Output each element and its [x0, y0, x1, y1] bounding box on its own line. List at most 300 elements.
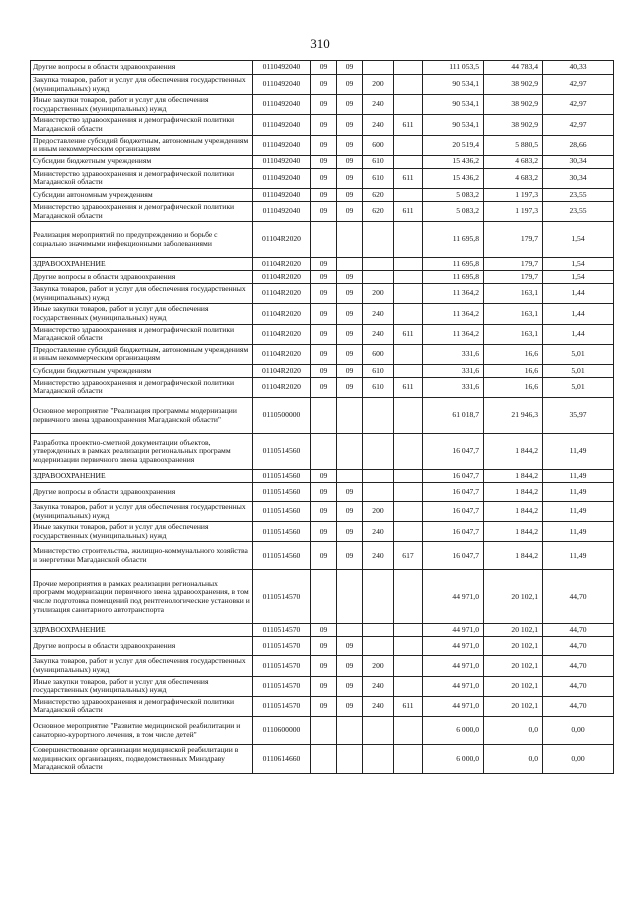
row-pr-cell: 09	[337, 188, 363, 201]
row-vr-cell: 200	[363, 656, 394, 676]
row-pct-cell: 44,70	[543, 656, 614, 676]
row-plan-cell: 90 534,1	[423, 115, 484, 135]
row-vr-cell: 240	[363, 696, 394, 716]
row-plan-cell: 44 971,0	[423, 676, 484, 696]
row-plan-cell: 61 018,7	[423, 398, 484, 434]
row-grbs-cell	[394, 676, 423, 696]
row-plan-cell: 11 695,8	[423, 258, 484, 271]
row-name-cell: Закупка товаров, работ и услуг для обеспечения государственных (муниципальных) нужд	[31, 502, 253, 522]
row-name-cell: Субсидии бюджетным учреждениям	[31, 155, 253, 168]
row-pct-cell: 30,34	[543, 155, 614, 168]
row-grbs-cell	[394, 398, 423, 434]
row-fact-cell: 16,6	[484, 377, 543, 397]
row-pct-cell: 11,49	[543, 483, 614, 502]
row-plan-cell: 15 436,2	[423, 155, 484, 168]
row-pr-cell: 09	[337, 676, 363, 696]
row-vr-cell	[363, 637, 394, 656]
row-csr-cell: 01104R2020	[253, 344, 311, 364]
row-fact-cell: 20 102,1	[484, 656, 543, 676]
row-pr-cell: 09	[337, 61, 363, 75]
row-grbs-cell: 611	[394, 696, 423, 716]
row-plan-cell: 15 436,2	[423, 168, 484, 188]
row-vr-cell	[363, 483, 394, 502]
row-rz-cell: 09	[311, 502, 337, 522]
row-rz-cell	[311, 570, 337, 624]
row-plan-cell: 44 971,0	[423, 570, 484, 624]
row-name-cell: Министерство здравоохранения и демографической политики Магаданской области	[31, 696, 253, 716]
row-vr-cell: 240	[363, 324, 394, 344]
row-name-cell: Закупка товаров, работ и услуг для обеспечения государственных (муниципальных) нужд	[31, 656, 253, 676]
row-fact-cell: 4 683,2	[484, 155, 543, 168]
row-name-cell: Министерство здравоохранения и демографической политики Магаданской области	[31, 324, 253, 344]
row-csr-cell: 0110492040	[253, 135, 311, 155]
row-pr-cell: 09	[337, 344, 363, 364]
row-csr-cell: 01104R2020	[253, 271, 311, 284]
row-csr-cell: 0110514560	[253, 483, 311, 502]
row-plan-cell: 11 695,8	[423, 222, 484, 258]
row-rz-cell: 09	[311, 201, 337, 221]
row-fact-cell: 20 102,1	[484, 676, 543, 696]
row-grbs-cell	[394, 222, 423, 258]
row-fact-cell: 1 197,3	[484, 188, 543, 201]
table-row	[31, 745, 614, 774]
row-rz-cell: 09	[311, 258, 337, 271]
row-plan-cell: 16 047,7	[423, 502, 484, 522]
row-vr-cell	[363, 398, 394, 434]
row-rz-cell: 09	[311, 542, 337, 570]
row-plan-cell: 11 364,2	[423, 304, 484, 324]
row-grbs-cell	[394, 284, 423, 304]
row-rz-cell: 09	[311, 696, 337, 716]
row-rz-cell: 09	[311, 304, 337, 324]
row-fact-cell: 1 844,2	[484, 502, 543, 522]
row-grbs-cell	[394, 258, 423, 271]
row-fact-cell: 20 102,1	[484, 637, 543, 656]
row-pct-cell: 5,01	[543, 377, 614, 397]
row-csr-cell: 0110514560	[253, 542, 311, 570]
row-csr-cell: 0110492040	[253, 201, 311, 221]
row-vr-cell	[363, 222, 394, 258]
row-pr-cell: 09	[337, 502, 363, 522]
row-pr-cell	[337, 398, 363, 434]
table-row	[31, 483, 614, 502]
row-plan-cell: 11 695,8	[423, 271, 484, 284]
row-name-cell: Министерство здравоохранения и демографической политики Магаданской области	[31, 377, 253, 397]
row-fact-cell: 163,1	[484, 324, 543, 344]
row-name-cell: Реализация мероприятий по предупреждению и борьбе с социально значимыми инфекционными заболеваниями	[31, 222, 253, 258]
table-row	[31, 696, 614, 716]
row-fact-cell: 20 102,1	[484, 696, 543, 716]
row-fact-cell: 38 902,9	[484, 95, 543, 115]
row-vr-cell	[363, 570, 394, 624]
row-vr-cell	[363, 434, 394, 470]
row-pct-cell: 44,70	[543, 637, 614, 656]
row-rz-cell: 09	[311, 624, 337, 637]
row-vr-cell: 610	[363, 168, 394, 188]
row-csr-cell: 01104R2020	[253, 258, 311, 271]
page-number: 310	[310, 36, 330, 51]
row-name-cell: Субсидии бюджетным учреждениям	[31, 364, 253, 377]
table-row	[31, 470, 614, 483]
row-grbs-cell: 611	[394, 201, 423, 221]
row-grbs-cell	[394, 271, 423, 284]
row-csr-cell: 0110500000	[253, 398, 311, 434]
row-fact-cell: 16,6	[484, 344, 543, 364]
row-plan-cell: 16 047,7	[423, 522, 484, 542]
row-grbs-cell	[394, 637, 423, 656]
row-grbs-cell: 617	[394, 542, 423, 570]
table-row	[31, 502, 614, 522]
row-vr-cell: 240	[363, 676, 394, 696]
row-rz-cell: 09	[311, 271, 337, 284]
row-pr-cell: 09	[337, 201, 363, 221]
row-vr-cell: 240	[363, 95, 394, 115]
row-csr-cell: 0110492040	[253, 168, 311, 188]
row-rz-cell: 09	[311, 522, 337, 542]
row-pct-cell: 1,44	[543, 304, 614, 324]
row-grbs-cell: 611	[394, 115, 423, 135]
row-csr-cell: 0110614660	[253, 745, 311, 774]
row-pct-cell: 0,00	[543, 717, 614, 745]
table-row	[31, 364, 614, 377]
row-grbs-cell	[394, 344, 423, 364]
row-csr-cell: 01104R2020	[253, 304, 311, 324]
row-rz-cell: 09	[311, 483, 337, 502]
row-pr-cell: 09	[337, 284, 363, 304]
row-vr-cell: 200	[363, 75, 394, 95]
row-pct-cell: 44,70	[543, 676, 614, 696]
row-rz-cell	[311, 398, 337, 434]
row-pct-cell: 5,01	[543, 344, 614, 364]
row-pct-cell: 1,44	[543, 284, 614, 304]
row-name-cell: Другие вопросы в области здравоохранения	[31, 271, 253, 284]
row-pct-cell: 0,00	[543, 745, 614, 774]
row-csr-cell: 01104R2020	[253, 377, 311, 397]
row-fact-cell: 0,0	[484, 717, 543, 745]
row-rz-cell: 09	[311, 75, 337, 95]
row-pct-cell: 11,49	[543, 522, 614, 542]
row-grbs-cell	[394, 95, 423, 115]
row-plan-cell: 16 047,7	[423, 483, 484, 502]
row-csr-cell: 0110492040	[253, 75, 311, 95]
row-csr-cell: 0110492040	[253, 95, 311, 115]
row-grbs-cell	[394, 483, 423, 502]
table-row	[31, 304, 614, 324]
row-grbs-cell	[394, 717, 423, 745]
row-pr-cell: 09	[337, 155, 363, 168]
row-plan-cell: 6 000,0	[423, 745, 484, 774]
row-pr-cell: 09	[337, 271, 363, 284]
row-plan-cell: 5 083,2	[423, 201, 484, 221]
row-name-cell: ЗДРАВООХРАНЕНИЕ	[31, 258, 253, 271]
row-vr-cell: 620	[363, 188, 394, 201]
row-plan-cell: 90 534,1	[423, 75, 484, 95]
row-pr-cell: 09	[337, 542, 363, 570]
row-rz-cell	[311, 745, 337, 774]
row-pr-cell: 09	[337, 522, 363, 542]
row-pct-cell: 42,97	[543, 75, 614, 95]
row-vr-cell: 610	[363, 377, 394, 397]
row-pr-cell	[337, 258, 363, 271]
row-grbs-cell	[394, 155, 423, 168]
row-fact-cell: 1 844,2	[484, 470, 543, 483]
table-row	[31, 717, 614, 745]
row-pct-cell: 11,49	[543, 470, 614, 483]
row-fact-cell: 38 902,9	[484, 115, 543, 135]
row-rz-cell: 09	[311, 470, 337, 483]
row-plan-cell: 90 534,1	[423, 95, 484, 115]
row-name-cell: Иные закупки товаров, работ и услуг для обеспечения государственных (муниципальных) нужд	[31, 522, 253, 542]
table-row	[31, 135, 614, 155]
row-fact-cell: 0,0	[484, 745, 543, 774]
row-grbs-cell	[394, 570, 423, 624]
table-row	[31, 637, 614, 656]
row-rz-cell: 09	[311, 168, 337, 188]
table-row	[31, 75, 614, 95]
row-fact-cell: 179,7	[484, 222, 543, 258]
row-fact-cell: 163,1	[484, 284, 543, 304]
row-plan-cell: 44 971,0	[423, 656, 484, 676]
row-name-cell: Другие вопросы в области здравоохранения	[31, 483, 253, 502]
row-fact-cell: 21 946,3	[484, 398, 543, 434]
row-csr-cell: 01104R2020	[253, 324, 311, 344]
row-plan-cell: 16 047,7	[423, 542, 484, 570]
row-name-cell: Закупка товаров, работ и услуг для обеспечения государственных (муниципальных) нужд	[31, 75, 253, 95]
row-plan-cell: 6 000,0	[423, 717, 484, 745]
row-name-cell: ЗДРАВООХРАНЕНИЕ	[31, 624, 253, 637]
row-name-cell: Министерство строительства, жилищно-коммунального хозяйства и энергетики Магаданской области	[31, 542, 253, 570]
row-fact-cell: 5 880,5	[484, 135, 543, 155]
row-name-cell: Министерство здравоохранения и демографической политики Магаданской области	[31, 115, 253, 135]
row-csr-cell: 0110514560	[253, 502, 311, 522]
row-grbs-cell: 611	[394, 168, 423, 188]
table-row	[31, 188, 614, 201]
row-rz-cell: 09	[311, 676, 337, 696]
row-name-cell: Закупка товаров, работ и услуг для обеспечения государственных (муниципальных) нужд	[31, 284, 253, 304]
row-rz-cell: 09	[311, 284, 337, 304]
row-name-cell: Предоставление субсидий бюджетным, автономным учреждениям и иным некоммерческим организациям	[31, 344, 253, 364]
table-row	[31, 201, 614, 221]
row-rz-cell: 09	[311, 95, 337, 115]
row-pr-cell: 09	[337, 75, 363, 95]
row-rz-cell: 09	[311, 135, 337, 155]
row-pct-cell: 1,54	[543, 271, 614, 284]
row-csr-cell: 0110514570	[253, 624, 311, 637]
row-vr-cell	[363, 624, 394, 637]
table-row	[31, 570, 614, 624]
row-name-cell: Министерство здравоохранения и демографической политики Магаданской области	[31, 168, 253, 188]
row-name-cell: Иные закупки товаров, работ и услуг для обеспечения государственных (муниципальных) нужд	[31, 676, 253, 696]
row-fact-cell: 20 102,1	[484, 570, 543, 624]
row-pr-cell	[337, 717, 363, 745]
row-pct-cell: 11,49	[543, 434, 614, 470]
row-grbs-cell	[394, 434, 423, 470]
row-grbs-cell	[394, 75, 423, 95]
row-plan-cell: 44 971,0	[423, 624, 484, 637]
table-row	[31, 168, 614, 188]
row-grbs-cell	[394, 522, 423, 542]
row-grbs-cell	[394, 188, 423, 201]
row-vr-cell	[363, 470, 394, 483]
row-grbs-cell	[394, 470, 423, 483]
budget-table	[30, 60, 614, 774]
row-fact-cell: 179,7	[484, 271, 543, 284]
table-row	[31, 656, 614, 676]
row-grbs-cell	[394, 135, 423, 155]
row-pct-cell: 42,97	[543, 95, 614, 115]
row-rz-cell	[311, 222, 337, 258]
row-name-cell: Основное мероприятие "Реализация программы модернизации первичного звена здравоохранения Магаданской области"	[31, 398, 253, 434]
row-pr-cell: 09	[337, 324, 363, 344]
row-csr-cell: 0110514560	[253, 470, 311, 483]
row-name-cell: Иные закупки товаров, работ и услуг для обеспечения государственных (муниципальных) нужд	[31, 95, 253, 115]
row-pr-cell: 09	[337, 637, 363, 656]
row-csr-cell: 0110514560	[253, 522, 311, 542]
row-pct-cell: 35,97	[543, 398, 614, 434]
row-name-cell: Другие вопросы в области здравоохранения	[31, 637, 253, 656]
row-grbs-cell: 611	[394, 377, 423, 397]
row-name-cell: Прочие мероприятия в рамках реализации региональных программ модернизации первичного звена здравоохранения, в том числе подготовка помещений под рентгенологические установки и утилизация санитарного автотранспорта	[31, 570, 253, 624]
row-vr-cell: 240	[363, 115, 394, 135]
row-grbs-cell	[394, 304, 423, 324]
row-pct-cell: 5,01	[543, 364, 614, 377]
row-plan-cell: 20 519,4	[423, 135, 484, 155]
table-row	[31, 434, 614, 470]
row-name-cell: Основное мероприятие "Развитие медицинской реабилитации и санаторно-курортного лечения, в том числе детей"	[31, 717, 253, 745]
row-pr-cell: 09	[337, 656, 363, 676]
row-name-cell: Субсидии автономным учреждениям	[31, 188, 253, 201]
row-name-cell: Совершенствование организации медицинской реабилитации в медицинских организациях, подведомственных Минздраву Магаданской области	[31, 745, 253, 774]
row-pct-cell: 40,33	[543, 61, 614, 75]
row-pr-cell: 09	[337, 304, 363, 324]
row-vr-cell: 620	[363, 201, 394, 221]
row-grbs-cell: 611	[394, 324, 423, 344]
row-pr-cell	[337, 470, 363, 483]
row-name-cell: ЗДРАВООХРАНЕНИЕ	[31, 470, 253, 483]
table-row	[31, 61, 614, 75]
row-pct-cell: 23,55	[543, 201, 614, 221]
row-pr-cell: 09	[337, 377, 363, 397]
row-vr-cell: 200	[363, 284, 394, 304]
row-csr-cell: 0110492040	[253, 115, 311, 135]
row-rz-cell: 09	[311, 155, 337, 168]
row-pct-cell: 44,70	[543, 624, 614, 637]
row-csr-cell: 0110492040	[253, 61, 311, 75]
row-pr-cell: 09	[337, 135, 363, 155]
row-name-cell: Другие вопросы в области здравоохранения	[31, 61, 253, 75]
row-pr-cell: 09	[337, 115, 363, 135]
row-rz-cell	[311, 717, 337, 745]
row-csr-cell: 0110514570	[253, 637, 311, 656]
table-row	[31, 522, 614, 542]
row-pr-cell	[337, 434, 363, 470]
row-plan-cell: 11 364,2	[423, 284, 484, 304]
row-grbs-cell	[394, 364, 423, 377]
row-rz-cell: 09	[311, 364, 337, 377]
row-csr-cell: 01104R2020	[253, 364, 311, 377]
row-vr-cell: 240	[363, 522, 394, 542]
row-plan-cell: 44 971,0	[423, 696, 484, 716]
row-csr-cell: 0110514570	[253, 696, 311, 716]
row-csr-cell: 0110514570	[253, 570, 311, 624]
table-row	[31, 398, 614, 434]
row-pct-cell: 1,54	[543, 258, 614, 271]
row-pr-cell: 09	[337, 364, 363, 377]
row-fact-cell: 4 683,2	[484, 168, 543, 188]
row-fact-cell: 44 783,4	[484, 61, 543, 75]
row-pct-cell: 44,70	[543, 570, 614, 624]
row-rz-cell: 09	[311, 377, 337, 397]
table-row	[31, 344, 614, 364]
row-csr-cell: 01104R2020	[253, 222, 311, 258]
row-vr-cell: 240	[363, 304, 394, 324]
row-plan-cell: 331,6	[423, 377, 484, 397]
row-grbs-cell	[394, 656, 423, 676]
row-plan-cell: 11 364,2	[423, 324, 484, 344]
row-name-cell: Иные закупки товаров, работ и услуг для обеспечения государственных (муниципальных) нужд	[31, 304, 253, 324]
row-name-cell: Предоставление субсидий бюджетным, автономным учреждениям и иным некоммерческим организациям	[31, 135, 253, 155]
row-pct-cell: 11,49	[543, 542, 614, 570]
row-csr-cell: 0110514570	[253, 676, 311, 696]
row-fact-cell: 1 844,2	[484, 522, 543, 542]
row-pct-cell: 11,49	[543, 502, 614, 522]
row-pct-cell: 1,44	[543, 324, 614, 344]
row-pct-cell: 28,66	[543, 135, 614, 155]
row-rz-cell	[311, 434, 337, 470]
row-grbs-cell	[394, 502, 423, 522]
row-vr-cell	[363, 745, 394, 774]
row-plan-cell: 44 971,0	[423, 637, 484, 656]
row-vr-cell: 610	[363, 364, 394, 377]
row-csr-cell: 0110514560	[253, 434, 311, 470]
row-plan-cell: 16 047,7	[423, 470, 484, 483]
table-row	[31, 624, 614, 637]
table-row	[31, 324, 614, 344]
row-grbs-cell	[394, 745, 423, 774]
row-fact-cell: 1 197,3	[484, 201, 543, 221]
row-rz-cell: 09	[311, 637, 337, 656]
row-csr-cell: 01104R2020	[253, 284, 311, 304]
row-vr-cell: 240	[363, 542, 394, 570]
row-pr-cell: 09	[337, 95, 363, 115]
row-pr-cell: 09	[337, 168, 363, 188]
row-fact-cell: 16,6	[484, 364, 543, 377]
row-pct-cell: 44,70	[543, 696, 614, 716]
row-rz-cell: 09	[311, 115, 337, 135]
row-pr-cell	[337, 222, 363, 258]
table-row	[31, 284, 614, 304]
row-csr-cell: 0110514570	[253, 656, 311, 676]
table-row	[31, 115, 614, 135]
row-pct-cell: 1,54	[543, 222, 614, 258]
row-plan-cell: 331,6	[423, 344, 484, 364]
row-pct-cell: 30,34	[543, 168, 614, 188]
row-fact-cell: 179,7	[484, 258, 543, 271]
row-csr-cell: 0110492040	[253, 155, 311, 168]
row-vr-cell	[363, 717, 394, 745]
row-plan-cell: 16 047,7	[423, 434, 484, 470]
row-fact-cell: 1 844,2	[484, 542, 543, 570]
row-pct-cell: 23,55	[543, 188, 614, 201]
row-name-cell: Министерство здравоохранения и демографической политики Магаданской области	[31, 201, 253, 221]
row-vr-cell	[363, 258, 394, 271]
row-pr-cell	[337, 745, 363, 774]
row-pr-cell	[337, 570, 363, 624]
row-grbs-cell	[394, 624, 423, 637]
row-csr-cell: 0110600000	[253, 717, 311, 745]
row-plan-cell: 5 083,2	[423, 188, 484, 201]
table-row	[31, 258, 614, 271]
